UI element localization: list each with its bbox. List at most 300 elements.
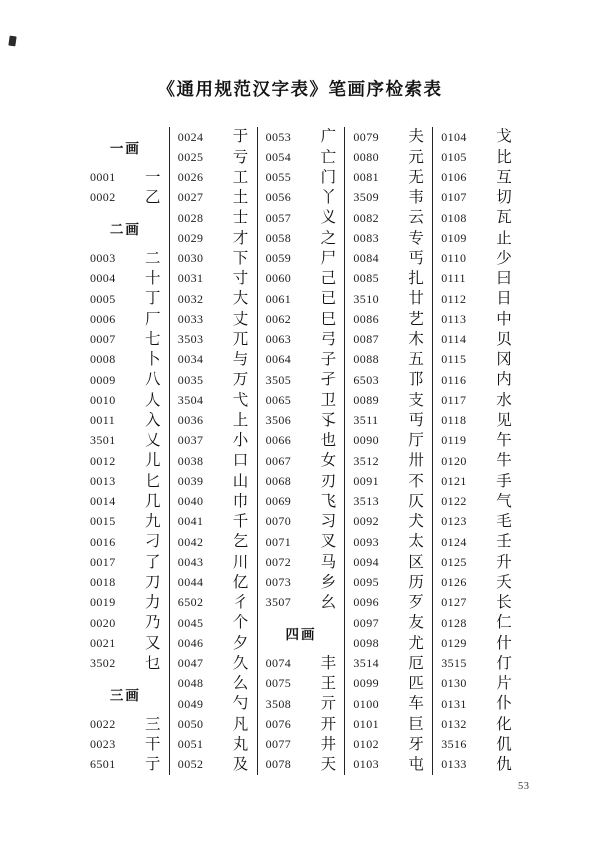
- entry-character: 牙: [408, 735, 424, 753]
- entry-character: 千: [232, 513, 249, 531]
- entry-character: 比: [496, 148, 512, 166]
- entry-character: 仉: [496, 735, 512, 753]
- entry-code: 0025: [177, 149, 204, 164]
- entry-code: 0053: [265, 129, 292, 144]
- entry-code: 6502: [177, 595, 204, 610]
- entry-character: 午: [496, 432, 512, 450]
- index-entry: [345, 249, 432, 269]
- index-entry: [433, 654, 520, 674]
- index-entry: [345, 188, 432, 208]
- entry-character: 廿: [408, 290, 424, 308]
- index-entry: [258, 512, 345, 532]
- entry-code: 0100: [353, 696, 379, 711]
- entry-character: 贝: [496, 330, 512, 348]
- index-entry: [82, 492, 169, 512]
- entry-code: 0046: [177, 635, 204, 650]
- entry-code: 0031: [177, 271, 204, 286]
- entry-code: 0098: [353, 635, 379, 650]
- entry-character: 曰: [496, 270, 512, 288]
- entry-code: 0041: [177, 514, 204, 529]
- entry-character: 太: [408, 533, 424, 551]
- entry-code: 0027: [177, 190, 204, 205]
- index-entry: [82, 330, 169, 350]
- entry-code: 0130: [441, 676, 467, 691]
- index-entry: [345, 330, 432, 350]
- entry-code: 0052: [177, 757, 204, 772]
- index-entry: [345, 127, 432, 147]
- index-entry: [345, 147, 432, 167]
- entry-character: 飞: [320, 492, 337, 510]
- entry-code: 0080: [353, 149, 379, 164]
- entry-character: 入: [145, 411, 161, 429]
- entry-code: 0030: [177, 251, 204, 266]
- entry-character: 见: [496, 411, 512, 429]
- index-entry: [345, 735, 432, 755]
- index-entry: [82, 613, 169, 633]
- index-entry: [345, 694, 432, 714]
- entry-character: 士: [232, 209, 249, 227]
- entry-character: 尤: [408, 634, 424, 652]
- entry-code: 0016: [90, 534, 116, 549]
- index-entry: [170, 735, 257, 755]
- entry-character: 水: [496, 391, 512, 409]
- index-entry: [433, 350, 520, 370]
- entry-code: 0077: [265, 737, 292, 752]
- entry-character: 已: [320, 290, 337, 308]
- index-entry: [433, 390, 520, 410]
- index-entry: [170, 674, 257, 694]
- index-entry: [345, 613, 432, 633]
- entry-character: 丈: [232, 310, 249, 328]
- entry-code: 0097: [353, 615, 379, 630]
- index-entry: [170, 208, 257, 228]
- index-entry: [345, 492, 432, 512]
- entry-code: 0073: [265, 575, 292, 590]
- index-column-4: [345, 127, 433, 775]
- entry-code: 0059: [265, 251, 292, 266]
- index-entry: [170, 370, 257, 390]
- entry-code: 0057: [265, 210, 292, 225]
- section-header: 四画: [285, 627, 317, 643]
- index-entry: [258, 735, 345, 755]
- entry-character: 日: [496, 290, 512, 308]
- entry-character: 子: [320, 351, 337, 369]
- entry-character: 久: [232, 654, 249, 672]
- entry-character: 巨: [408, 715, 424, 733]
- entry-character: 门: [320, 168, 337, 186]
- index-entry: [258, 309, 345, 329]
- section-header: 三画: [109, 688, 141, 703]
- entry-character: 工: [232, 168, 249, 186]
- index-entry: [82, 411, 169, 431]
- entry-code: 0020: [90, 615, 116, 630]
- entry-character: 之: [320, 229, 337, 247]
- entry-character: 孓: [320, 411, 337, 429]
- entry-code: 0095: [353, 575, 379, 590]
- entry-character: 大: [232, 290, 249, 308]
- entry-character: 井: [320, 735, 337, 753]
- entry-code: 0105: [441, 149, 467, 164]
- index-entry: [433, 289, 520, 309]
- index-entry: [82, 289, 169, 309]
- entry-code: 0118: [441, 413, 467, 428]
- entry-character: 夕: [232, 634, 249, 652]
- index-entry: [345, 512, 432, 532]
- entry-character: 乂: [145, 432, 161, 450]
- entry-code: 3501: [90, 433, 116, 448]
- entry-code: 0051: [177, 737, 204, 752]
- index-entry: [82, 573, 169, 593]
- index-entry: [258, 168, 345, 188]
- index-entry: [258, 208, 345, 228]
- entry-character: 匕: [145, 472, 161, 490]
- entry-code: 3516: [441, 737, 467, 752]
- entry-code: 0114: [441, 332, 467, 347]
- entry-character: 犬: [408, 513, 424, 531]
- index-entry: [258, 654, 345, 674]
- entry-character: 兀: [232, 330, 249, 348]
- entry-character: 了: [145, 553, 161, 571]
- index-entry: [258, 593, 345, 613]
- entry-code: 0132: [441, 716, 467, 731]
- index-entry: [170, 492, 257, 512]
- index-entry: [258, 755, 345, 775]
- entry-character: 止: [496, 229, 512, 247]
- entry-character: 马: [320, 553, 337, 571]
- index-entry: [170, 249, 257, 269]
- index-entry: [258, 147, 345, 167]
- entry-code: 3514: [353, 656, 379, 671]
- index-entry: [433, 330, 520, 350]
- entry-code: 0060: [265, 271, 292, 286]
- entry-code: 0121: [441, 473, 467, 488]
- index-entry: [82, 512, 169, 532]
- entry-code: 0071: [265, 534, 292, 549]
- entry-character: 巳: [320, 310, 337, 328]
- index-entry: [433, 370, 520, 390]
- index-entry: [82, 714, 169, 734]
- entry-code: 0104: [441, 129, 467, 144]
- entry-character: 不: [408, 472, 424, 490]
- index-entry: [345, 269, 432, 289]
- index-entry: [433, 512, 520, 532]
- entry-code: 0056: [265, 190, 292, 205]
- entry-code: 0092: [353, 514, 379, 529]
- entry-character: 韦: [408, 189, 424, 207]
- entry-character: 上: [232, 411, 249, 429]
- index-entry: [170, 654, 257, 674]
- index-entry: [433, 674, 520, 694]
- index-entry: [82, 451, 169, 471]
- entry-code: 0003: [90, 251, 116, 266]
- entry-character: 三: [145, 715, 161, 733]
- index-entry: [82, 552, 169, 572]
- entry-code: 0036: [177, 413, 204, 428]
- index-entry: [345, 309, 432, 329]
- entry-character: 及: [232, 756, 249, 774]
- entry-code: 3511: [353, 413, 379, 428]
- index-entry: [258, 390, 345, 410]
- stroke-index-table: [82, 127, 520, 775]
- entry-code: 0049: [177, 696, 204, 711]
- index-entry: [345, 573, 432, 593]
- entry-character: 下: [232, 249, 249, 267]
- entry-code: 0011: [90, 413, 116, 428]
- entry-character: 云: [408, 209, 424, 227]
- entry-code: 0103: [353, 757, 379, 772]
- index-entry: [433, 309, 520, 329]
- entry-character: 凡: [232, 715, 249, 733]
- index-entry: [170, 350, 257, 370]
- index-entry: [170, 532, 257, 552]
- entry-character: 叉: [320, 533, 337, 551]
- index-entry: [433, 735, 520, 755]
- index-entry: [170, 188, 257, 208]
- index-entry: [170, 573, 257, 593]
- entry-character: 万: [232, 371, 249, 389]
- entry-character: 仄: [408, 492, 424, 510]
- entry-character: 尸: [320, 249, 337, 267]
- index-entry: [258, 330, 345, 350]
- entry-code: 0019: [90, 595, 116, 610]
- index-entry: [433, 431, 520, 451]
- index-entry: [433, 552, 520, 572]
- entry-code: 0044: [177, 575, 204, 590]
- index-entry: [258, 714, 345, 734]
- index-entry: [433, 532, 520, 552]
- page-number: 53: [518, 781, 530, 792]
- entry-character: 夭: [496, 573, 512, 591]
- entry-character: 五: [408, 351, 424, 369]
- entry-character: 丫: [320, 189, 337, 207]
- entry-code: 6501: [90, 757, 116, 772]
- entry-character: 艺: [408, 310, 424, 328]
- entry-character: 什: [496, 634, 512, 652]
- entry-character: 亡: [320, 148, 337, 166]
- entry-code: 0122: [441, 494, 467, 509]
- entry-character: 十: [145, 270, 161, 288]
- entry-character: 仁: [496, 614, 512, 632]
- entry-code: 3512: [353, 453, 379, 468]
- entry-character: 么: [232, 675, 249, 693]
- entry-code: 0010: [90, 392, 116, 407]
- entry-code: 6503: [353, 372, 379, 387]
- entry-code: 0127: [441, 595, 467, 610]
- entry-character: 无: [408, 168, 424, 186]
- index-entry: [258, 552, 345, 572]
- entry-character: 幺: [320, 594, 337, 612]
- entry-character: 仇: [496, 756, 512, 774]
- index-entry: [433, 593, 520, 613]
- entry-character: 巾: [232, 492, 249, 510]
- index-entry: [82, 654, 169, 674]
- index-entry: [345, 654, 432, 674]
- index-entry: [433, 269, 520, 289]
- entry-character: 川: [232, 553, 249, 571]
- index-entry: [345, 471, 432, 491]
- index-entry: [345, 593, 432, 613]
- entry-code: 0070: [265, 514, 292, 529]
- index-entry: [82, 269, 169, 289]
- index-entry: [258, 188, 345, 208]
- index-entry: [433, 228, 520, 248]
- entry-code: 0023: [90, 737, 116, 752]
- entry-code: 0111: [441, 271, 466, 286]
- entry-character: 车: [408, 695, 424, 713]
- entry-character: 一: [145, 168, 161, 186]
- entry-code: 0050: [177, 716, 204, 731]
- scan-artifact: [8, 36, 16, 47]
- index-entry: [258, 431, 345, 451]
- entry-character: 元: [408, 148, 424, 166]
- entry-character: 王: [320, 675, 337, 693]
- index-column-1: [82, 127, 170, 775]
- index-entry: [433, 168, 520, 188]
- index-entry: [258, 249, 345, 269]
- index-entry: [170, 147, 257, 167]
- index-entry: [82, 249, 169, 269]
- entry-code: 0035: [177, 372, 204, 387]
- index-entry: [345, 228, 432, 248]
- index-entry: [82, 593, 169, 613]
- entry-character: 广: [320, 128, 337, 146]
- index-entry: [170, 471, 257, 491]
- entry-character: 又: [145, 634, 161, 652]
- entry-code: 0081: [353, 170, 379, 185]
- entry-code: 0008: [90, 352, 116, 367]
- index-entry: [82, 735, 169, 755]
- entry-code: 0040: [177, 494, 204, 509]
- entry-character: 亓: [320, 695, 337, 713]
- index-entry: [82, 431, 169, 451]
- entry-code: 0116: [441, 372, 467, 387]
- entry-code: 3508: [265, 696, 292, 711]
- entry-code: 0078: [265, 757, 292, 772]
- index-entry: [433, 249, 520, 269]
- entry-code: 0120: [441, 453, 467, 468]
- entry-character: 友: [408, 614, 424, 632]
- index-entry: [258, 370, 345, 390]
- index-entry: [258, 127, 345, 147]
- index-entry: [170, 552, 257, 572]
- index-entry: [170, 330, 257, 350]
- entry-character: 仃: [496, 654, 512, 672]
- index-entry: [345, 370, 432, 390]
- index-entry: [433, 573, 520, 593]
- index-entry: [82, 390, 169, 410]
- entry-code: 0048: [177, 676, 204, 691]
- index-entry: [345, 674, 432, 694]
- index-entry: [170, 613, 257, 633]
- index-entry: [170, 512, 257, 532]
- index-entry: [433, 714, 520, 734]
- index-entry: [433, 694, 520, 714]
- index-entry: [345, 451, 432, 471]
- entry-code: 0068: [265, 473, 292, 488]
- entry-character: 壬: [496, 533, 512, 551]
- entry-code: 0009: [90, 372, 116, 387]
- entry-code: 0028: [177, 210, 204, 225]
- entry-character: 人: [145, 391, 161, 409]
- entry-code: 0055: [265, 170, 292, 185]
- entry-character: 匹: [408, 675, 424, 693]
- entry-code: 0032: [177, 291, 204, 306]
- entry-character: 厄: [408, 654, 424, 672]
- entry-character: 乙: [145, 189, 161, 207]
- entry-code: 0061: [265, 291, 292, 306]
- entry-code: 0101: [353, 716, 379, 731]
- index-entry: [170, 714, 257, 734]
- entry-character: 片: [496, 675, 512, 693]
- index-entry: [345, 411, 432, 431]
- entry-code: 0102: [353, 737, 379, 752]
- entry-code: 0014: [90, 494, 116, 509]
- entry-character: 互: [496, 168, 512, 186]
- entry-code: 0106: [441, 170, 467, 185]
- entry-code: 0072: [265, 554, 292, 569]
- entry-character: 扎: [408, 270, 424, 288]
- entry-code: 0005: [90, 291, 116, 306]
- entry-character: 屯: [408, 756, 424, 774]
- index-entry: [433, 471, 520, 491]
- entry-code: 0079: [353, 129, 379, 144]
- index-entry: [258, 411, 345, 431]
- index-entry: [170, 168, 257, 188]
- index-entry: [433, 613, 520, 633]
- entry-character: 二: [145, 249, 161, 267]
- entry-code: 0033: [177, 311, 204, 326]
- index-entry: [433, 451, 520, 471]
- entry-code: 0112: [441, 291, 467, 306]
- entry-code: 0034: [177, 352, 204, 367]
- index-entry: [170, 309, 257, 329]
- index-entry: [258, 532, 345, 552]
- index-entry: [258, 289, 345, 309]
- entry-character: 几: [145, 492, 161, 510]
- index-entry: [258, 451, 345, 471]
- entry-code: 0084: [353, 251, 379, 266]
- entry-code: 0029: [177, 230, 204, 245]
- index-entry: [345, 552, 432, 572]
- entry-character: 内: [496, 371, 512, 389]
- entry-character: 切: [496, 189, 512, 207]
- index-entry: [433, 127, 520, 147]
- entry-character: 刁: [145, 533, 161, 551]
- entry-character: 邒: [408, 371, 424, 389]
- entry-character: 卅: [408, 452, 424, 470]
- entry-code: 0038: [177, 453, 204, 468]
- index-column-3: [258, 127, 346, 775]
- entry-character: 勺: [232, 695, 249, 713]
- entry-code: 0047: [177, 656, 204, 671]
- entry-character: 丰: [320, 654, 337, 672]
- entry-code: 0039: [177, 473, 204, 488]
- index-entry: [433, 411, 520, 431]
- entry-character: 夫: [408, 128, 424, 146]
- entry-code: 0082: [353, 210, 379, 225]
- entry-code: 0064: [265, 352, 292, 367]
- entry-code: 0066: [265, 433, 292, 448]
- entry-code: 0133: [441, 757, 467, 772]
- entry-character: 弋: [232, 391, 249, 409]
- entry-character: 仆: [496, 695, 512, 713]
- index-entry: [82, 633, 169, 653]
- entry-code: 0119: [441, 433, 467, 448]
- entry-character: 少: [496, 249, 512, 267]
- entry-code: 0126: [441, 575, 467, 590]
- entry-code: 0063: [265, 332, 292, 347]
- entry-code: 0058: [265, 230, 292, 245]
